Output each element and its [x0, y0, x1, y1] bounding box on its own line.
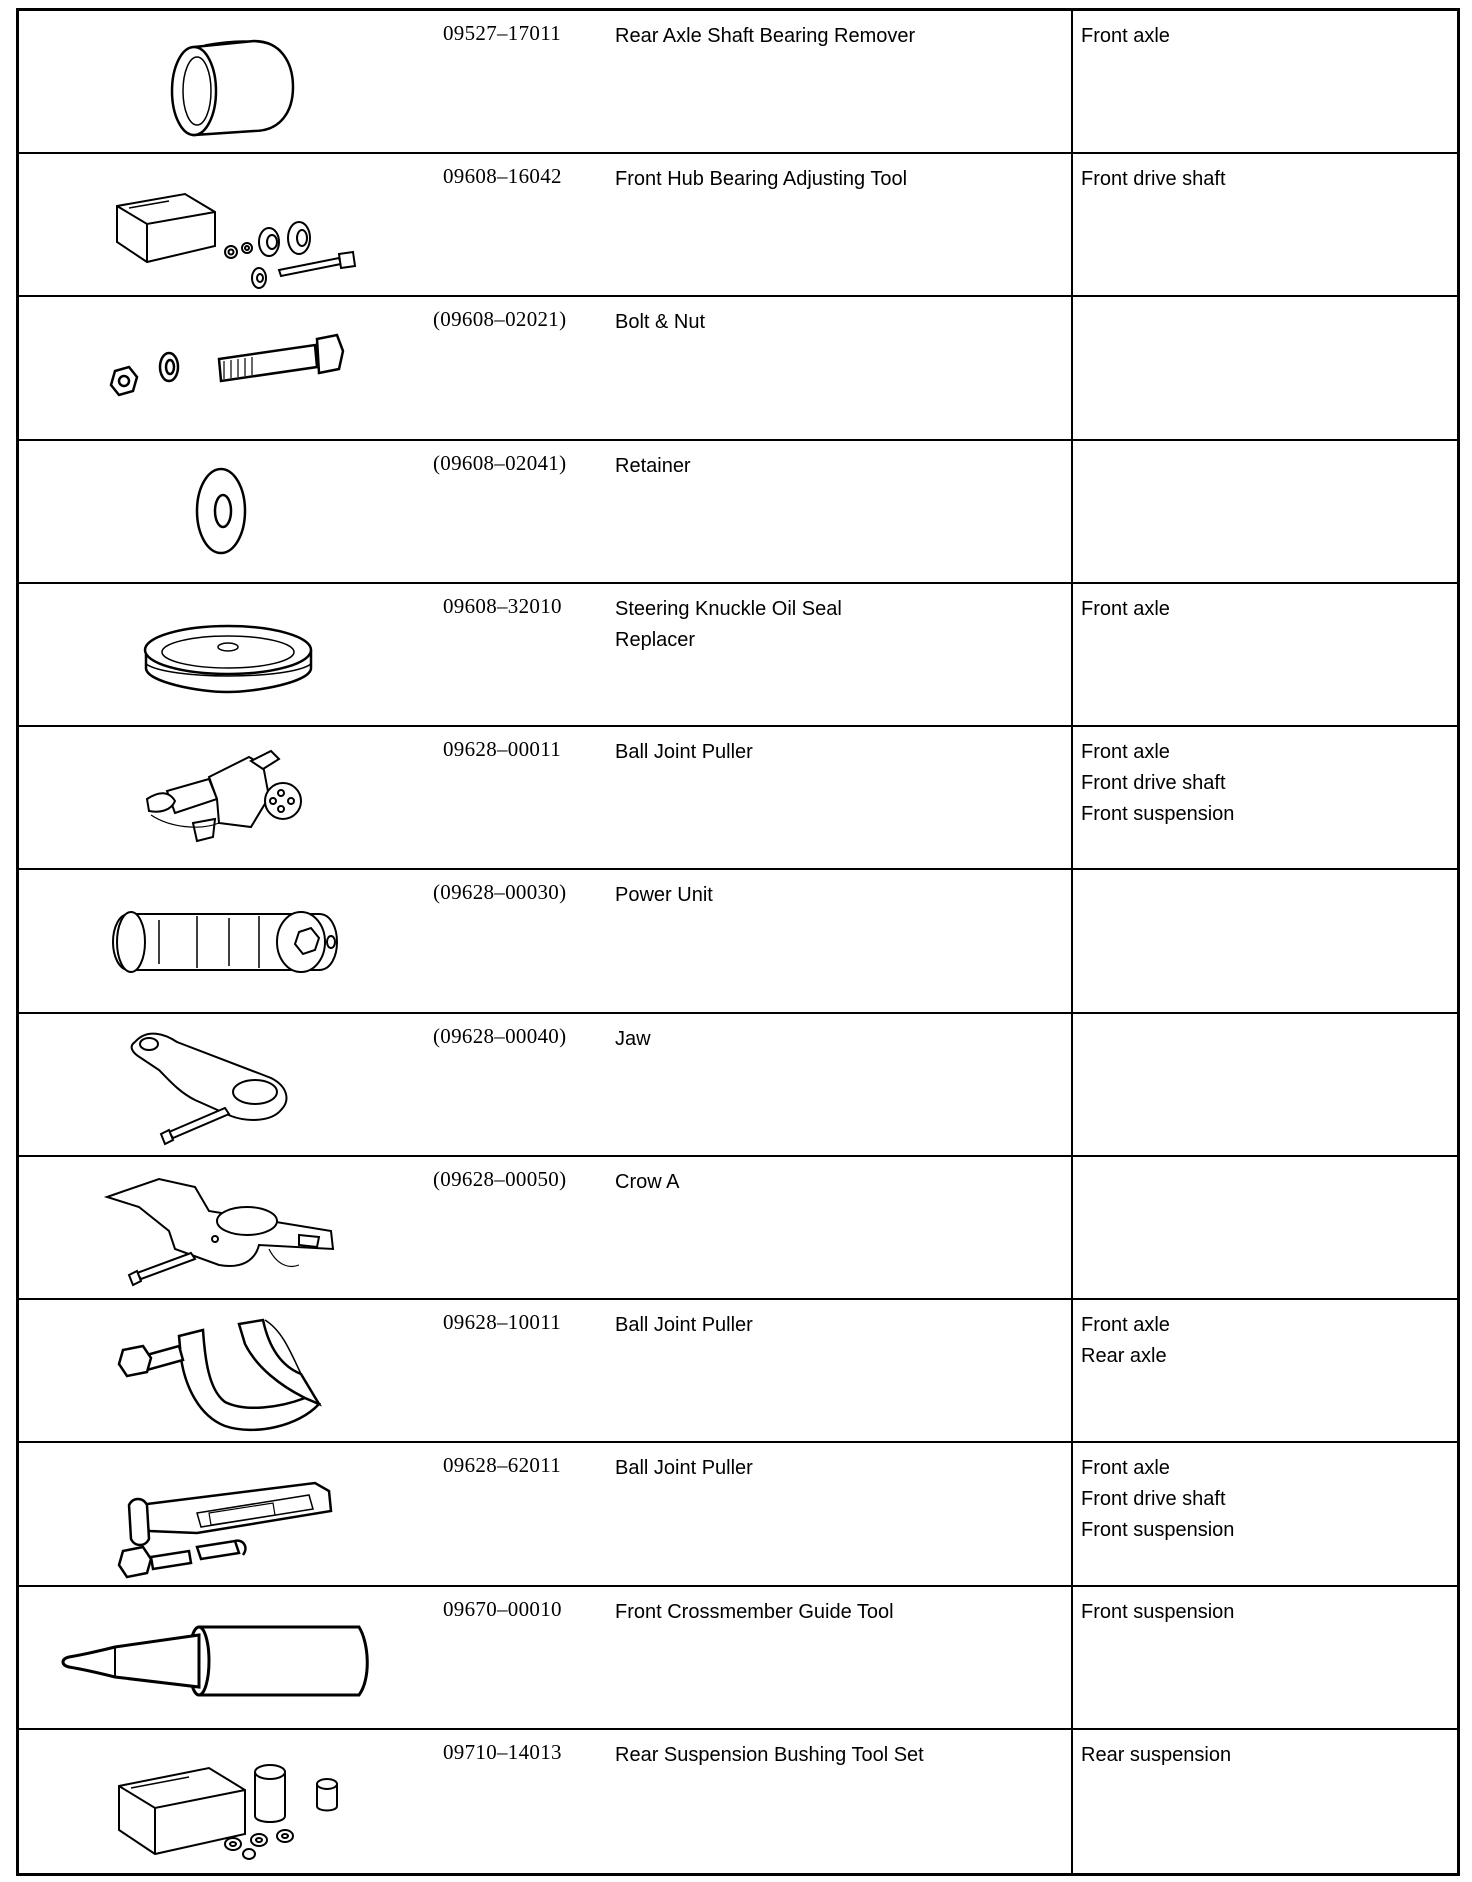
- tool-name: [615, 737, 1065, 768]
- usage-item: Front suspension: [1081, 1519, 1235, 1542]
- usage-list: [1081, 737, 1451, 830]
- part-number: (09608–02021): [433, 307, 567, 332]
- guide-pin-icon: [19, 1587, 439, 1728]
- part-number: 09670–00010: [443, 1596, 562, 1621]
- table-row: [19, 1730, 1457, 1873]
- tool-name: [615, 1740, 1065, 1771]
- usage-item: Front drive shaft: [1081, 772, 1226, 795]
- tool-name: [615, 307, 1065, 338]
- usage-list: [1081, 1597, 1451, 1628]
- part-number: 09608–32010: [443, 593, 562, 618]
- usage-item: Front axle: [1081, 597, 1170, 620]
- special-tools-table: [16, 8, 1460, 1876]
- tool-name-line: Rear Axle Shaft Bearing Remover: [615, 25, 916, 47]
- c-clamp-puller-icon: [19, 1300, 439, 1441]
- table-row: [19, 1443, 1457, 1586]
- table-row: [19, 1157, 1457, 1300]
- table-row: [19, 1014, 1457, 1157]
- ball-joint-puller-icon: [19, 727, 439, 868]
- usage-item: Rear axle: [1081, 1345, 1167, 1368]
- part-number: (09608–02041): [433, 450, 567, 475]
- tool-name: [615, 164, 1065, 195]
- retainer-washer-icon: [19, 441, 439, 582]
- tool-name-line: Replacer: [615, 628, 696, 651]
- tool-name-line: Steering Knuckle Oil Seal: [615, 597, 842, 620]
- table-row: [19, 297, 1457, 440]
- bushing-tool-set-icon: [19, 1730, 439, 1873]
- table-row: [19, 1300, 1457, 1443]
- oil-seal-replacer-icon: [19, 584, 439, 725]
- usage-item: Front axle: [1081, 1314, 1170, 1337]
- usage-item: Front suspension: [1081, 803, 1235, 826]
- tool-name-line: Front Crossmember Guide Tool: [615, 1600, 894, 1623]
- usage-item: Rear suspension: [1081, 1743, 1232, 1766]
- tool-name: [615, 1167, 1065, 1198]
- tool-name: [615, 880, 1065, 911]
- bearing-remover-icon: [19, 11, 439, 152]
- part-number: 09628–62011: [443, 1453, 562, 1478]
- tool-name-line: Jaw: [615, 1027, 651, 1050]
- usage-item: Front axle: [1081, 1457, 1170, 1480]
- usage-list: [1081, 594, 1451, 625]
- table-row: [19, 1587, 1457, 1730]
- tool-name: [615, 1453, 1065, 1484]
- tool-name-line: Ball Joint Puller: [615, 1314, 753, 1337]
- usage-item: Front axle: [1081, 741, 1170, 764]
- table-row: [19, 154, 1457, 297]
- tool-name-line: Bolt & Nut: [615, 311, 706, 334]
- bolt-nut-icon: [19, 297, 439, 438]
- tool-name: [615, 1024, 1065, 1055]
- usage-list: [1081, 1453, 1451, 1546]
- tool-name: [615, 594, 1065, 656]
- tool-name: [615, 451, 1065, 482]
- tool-name: [615, 1310, 1065, 1341]
- table-row: [19, 727, 1457, 870]
- part-number: (09628–00040): [433, 1023, 567, 1048]
- usage-list: [1081, 21, 1451, 52]
- usage-list: [1081, 1310, 1451, 1372]
- part-number: (09628–00050): [433, 1166, 567, 1191]
- table-row: [19, 870, 1457, 1013]
- tool-name-line: Retainer: [615, 454, 691, 477]
- usage-list: [1081, 1740, 1451, 1771]
- jaw-icon: [19, 1014, 439, 1155]
- tool-name-line: Power Unit: [615, 884, 713, 907]
- tool-name-line: Ball Joint Puller: [615, 1457, 753, 1480]
- usage-list: [1081, 164, 1451, 195]
- tool-kit-icon: [19, 154, 439, 295]
- table-row: [19, 441, 1457, 584]
- part-number: 09628–00011: [443, 737, 562, 762]
- part-number: 09527–17011: [443, 21, 562, 45]
- usage-item: Front suspension: [1081, 1600, 1235, 1623]
- tool-name-line: Front Hub Bearing Adjusting Tool: [615, 168, 908, 191]
- part-number: 09710–14013: [443, 1739, 562, 1764]
- part-number: 09628–10011: [443, 1310, 562, 1335]
- tool-name-line: Crow A: [615, 1170, 680, 1193]
- usage-item: Front axle: [1081, 25, 1170, 47]
- table-row: [19, 584, 1457, 727]
- tool-name-line: Rear Suspension Bushing Tool Set: [615, 1743, 924, 1766]
- power-unit-icon: [19, 870, 439, 1011]
- part-number: 09608–16042: [443, 164, 562, 189]
- screw-puller-icon: [19, 1443, 439, 1584]
- usage-item: Front drive shaft: [1081, 1488, 1226, 1511]
- tool-name: [615, 21, 1065, 52]
- usage-item: Front drive shaft: [1081, 168, 1226, 191]
- tool-name-line: Ball Joint Puller: [615, 741, 753, 764]
- table-row: [19, 11, 1457, 154]
- crow-wrench-icon: [19, 1157, 439, 1298]
- tool-name: [615, 1597, 1065, 1628]
- part-number: (09628–00030): [433, 880, 567, 905]
